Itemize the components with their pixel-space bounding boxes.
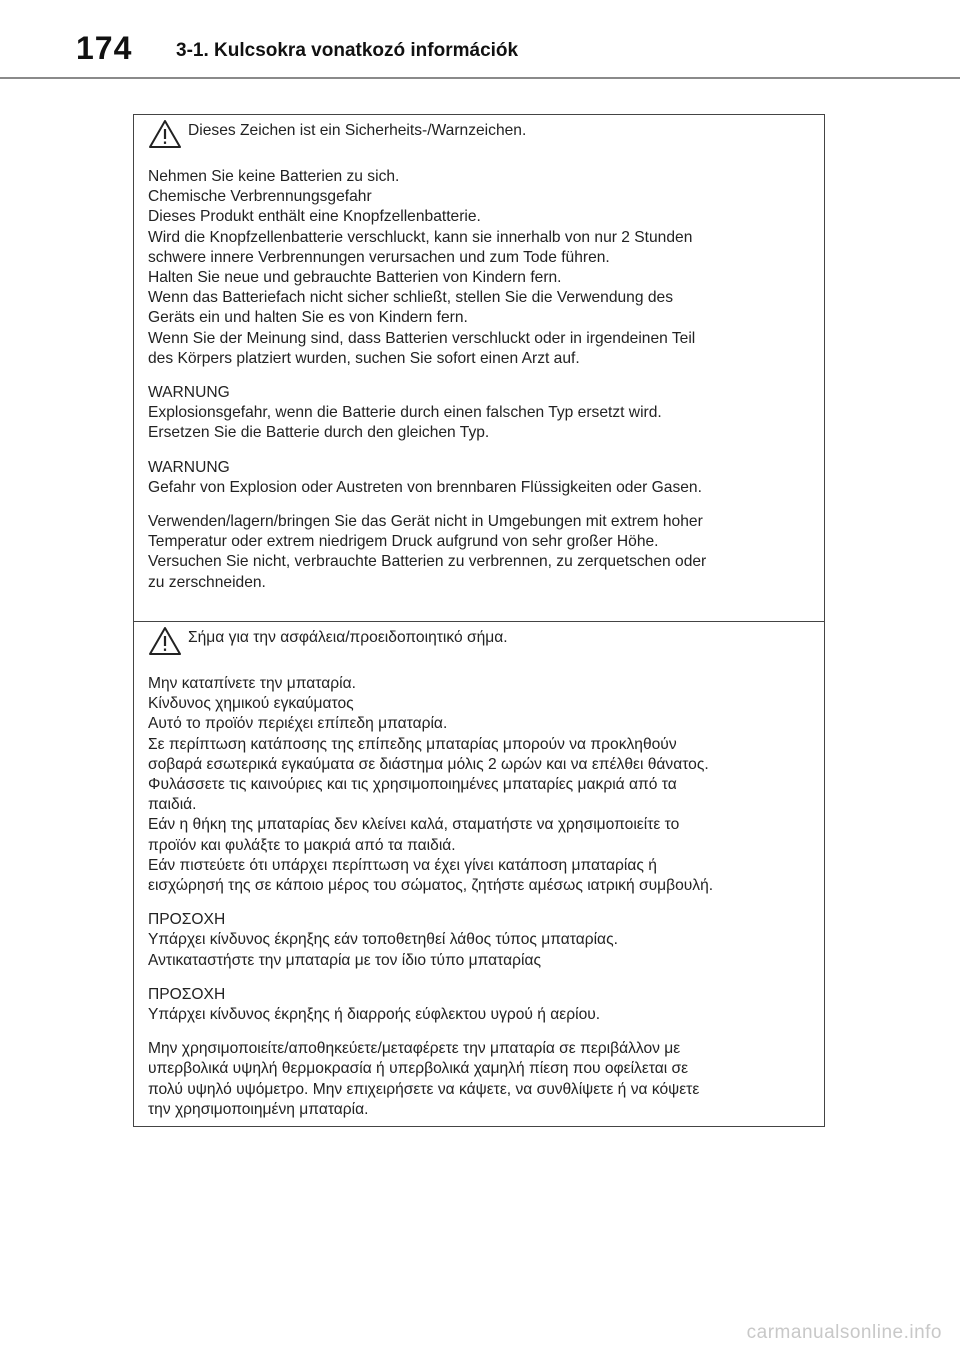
page-header — [0, 0, 960, 80]
text-line: zu zerschneiden. — [148, 573, 266, 591]
text-line: σοβαρά εσωτερικά εγκαύματα σε διάστημα μόλις 2 ωρών και να επέλθει θάνατος. — [148, 755, 709, 773]
text-line: Wenn Sie der Meinung sind, dass Batterien verschluckt oder in irgendeinen Teil — [148, 329, 696, 347]
text-line: υπερβολικά υψηλή θερμοκρασία ή υπερβολικά χαμηλή πίεση που οφείλεται σε — [148, 1060, 689, 1078]
greek-paragraphs — [148, 674, 810, 1120]
text-line: Geräts ein und halten Sie es von Kindern fern. — [148, 309, 468, 327]
text-line: Εάν πιστεύετε ότι υπάρχει περίπτωση να έχει γίνει κατάποση μπαταρίας ή — [148, 856, 657, 874]
text-line: εισχώρησή της σε κάποιο μέρος του σώματος, ζητήστε αμέσως ιατρική συμβουλή. — [148, 877, 714, 895]
text-line: Σε περίπτωση κατάποσης της επίπεδης μπαταρίας μπορούν να προκληθούν — [148, 735, 677, 753]
text-line: Wird die Knopfzellenbatterie verschluckt, kann sie innerhalb von nur 2 Stunden — [148, 228, 693, 246]
text-line: Φυλάσσετε τις καινούριες και τις χρησιμοποιημένες μπαταρίες μακριά από τα — [148, 776, 677, 794]
battery-warning-box — [133, 114, 825, 1127]
text-line: WARNUNG — [148, 384, 230, 402]
text-line: Versuchen Sie nicht, verbrauchte Batterien zu verbrennen, zu zerquetschen oder — [148, 553, 707, 571]
text-line: Αυτό το προϊόν περιέχει επίπεδη μπαταρία. — [148, 715, 448, 733]
text-line: schwere innere Verbrennungen verursachen und zum Tode führen. — [148, 248, 610, 266]
text-line: Υπάρχει κίνδυνος έκρηξης εάν τοποθετηθεί λάθος τύπος μπαταρίας. — [148, 931, 618, 949]
text-line: Wenn das Batteriefach nicht sicher schließt, stellen Sie die Verwendung des — [148, 289, 673, 307]
text-line: Chemische Verbrennungsgefahr — [148, 188, 372, 206]
german-paragraphs — [148, 167, 810, 593]
greek-warning-section — [134, 621, 824, 1126]
greek-paragraph — [148, 1039, 810, 1120]
text-line: Gefahr von Explosion oder Austreten von brennbaren Flüssigkeiten oder Gasen. — [148, 478, 702, 496]
text-line: Dieses Produkt enthält eine Knopfzellenbatterie. — [148, 208, 481, 226]
text-line: προϊόν και φυλάξτε το μακριά από τα παιδιά. — [148, 836, 456, 854]
text-line: Υπάρχει κίνδυνος έκρηξης ή διαρροής εύφλεκτου υγρού ή αερίου. — [148, 1006, 601, 1024]
text-line: Αντικαταστήστε την μπαταρία με τον ίδιο τύπο μπαταρίας — [148, 951, 541, 969]
header-rule — [0, 77, 960, 79]
page-number: 174 — [76, 30, 133, 66]
text-line: Εάν η θήκη της μπαταρίας δεν κλείνει καλά, σταματήστε να χρησιμοποιείτε το — [148, 816, 680, 834]
german-paragraph — [148, 383, 810, 444]
text-line: WARNUNG — [148, 458, 230, 476]
text-line: παιδιά. — [148, 796, 197, 814]
text-line: Nehmen Sie keine Batterien zu sich. — [148, 168, 400, 185]
text-line: πολύ υψηλό υψόμετρο. Μην επιχειρήσετε να κάψετε, να συνθλίψετε ή να κόψετε — [148, 1080, 700, 1098]
warning-triangle-icon — [148, 119, 182, 149]
text-line: Κίνδυνος χημικού εγκαύματος — [148, 695, 354, 713]
warning-triangle-icon — [148, 626, 182, 656]
text-line: Ersetzen Sie die Batterie durch den gleichen Typ. — [148, 424, 490, 442]
text-line: ΠΡΟΣΟΧΗ — [148, 911, 226, 929]
section-title: 3-1. Kulcsokra vonatkozó információk — [176, 40, 519, 61]
greek-paragraph — [148, 910, 810, 971]
german-paragraph — [148, 167, 810, 369]
greek-paragraph — [148, 674, 810, 896]
text-line: Μην καταπίνετε την μπαταρία. — [148, 675, 356, 692]
text-line: ΠΡΟΣΟΧΗ — [148, 985, 226, 1003]
german-warning-section — [134, 115, 824, 621]
german-paragraph — [148, 512, 810, 593]
text-line: des Körpers platziert wurden, suchen Sie sofort einen Arzt auf. — [148, 349, 580, 367]
greek-sign-text: Σήμα για την ασφάλεια/προειδοποιητικό σήμα. — [188, 629, 508, 646]
german-sign-text: Dieses Zeichen ist ein Sicherheits-/Warnzeichen. — [188, 122, 527, 139]
german-paragraph — [148, 458, 810, 498]
text-line: Μην χρησιμοποιείτε/αποθηκεύετε/μεταφέρετε την μπαταρία σε περιβάλλον με — [148, 1040, 681, 1058]
text-line: Explosionsgefahr, wenn die Batterie durch einen falschen Typ ersetzt wird. — [148, 404, 662, 422]
text-line: Halten Sie neue und gebrauchte Batterien von Kindern fern. — [148, 269, 562, 287]
site-watermark: carmanualsonline.info — [746, 1322, 942, 1343]
text-line: Verwenden/lagern/bringen Sie das Gerät nicht in Umgebungen mit extrem hoher — [148, 513, 703, 531]
greek-sign-row — [148, 628, 810, 656]
greek-paragraph — [148, 985, 810, 1025]
german-sign-row — [148, 121, 810, 149]
text-line: την χρησιμοποιημένη μπαταρία. — [148, 1100, 369, 1118]
text-line: Temperatur oder extrem niedrigem Druck aufgrund von sehr großer Höhe. — [148, 533, 659, 551]
